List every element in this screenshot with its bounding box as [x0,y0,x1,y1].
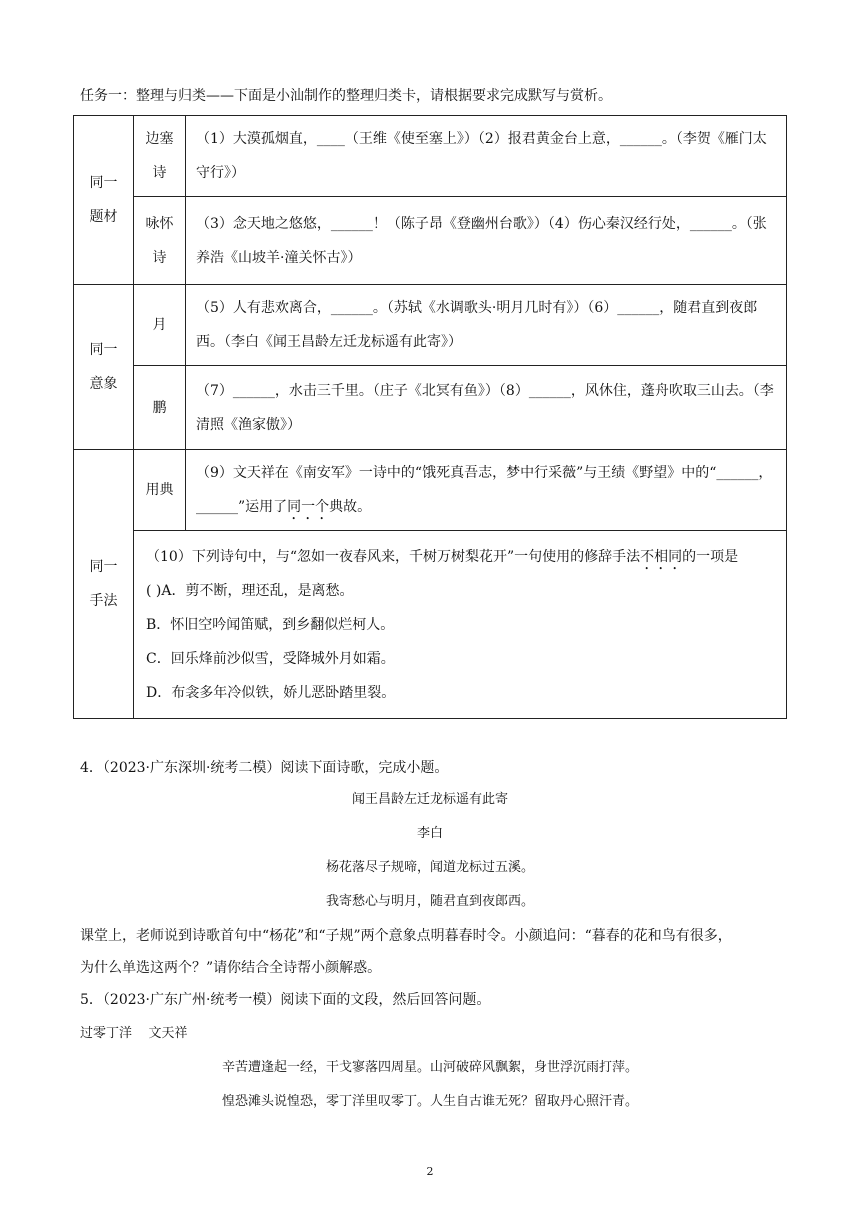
cell-q5-q6: （5）人有悲欢离合，______。（苏轼《水调歌头·明月几时有》）（6）______，随君直到夜郎西。（李白《闻王昌龄左迁龙标遥有此寄》） [186,285,787,366]
task-intro: 任务一：整理与归类——下面是小汕制作的整理归类卡，请根据要求完成默写与赏析。 [80,88,612,104]
q5-heading: 5．（2023·广东广州·统考一模）阅读下面的文段，然后回答问题。 [80,992,491,1008]
card-row-yonghuai [74,197,787,285]
option-b: B．怀旧空吟闻笛赋，到乡翻似烂柯人。 [146,616,395,633]
emphasis-same: 同一个 [287,499,330,515]
q4-poem-title: 闻王昌龄左迁龙标遥有此寄 [351,792,508,807]
q4-poem-line2: 我寄愁心与明月，随君直到夜郎西。 [325,894,534,909]
category-same-theme: 同一题材 [74,116,134,285]
category-same-technique: 同一手法 [74,450,134,719]
subcategory-yonghuai: 咏怀诗 [134,197,186,285]
card-row-moon [74,285,787,366]
card-row-biansai [74,116,787,197]
classification-card-table [73,115,787,719]
q4-poem-author: 李白 [416,826,443,841]
subcategory-peng: 鹏 [134,366,186,450]
option-c: C．回乐烽前沙似雪，受降城外月如霜。 [146,650,395,667]
emphasis-not-same: 不相同 [640,548,683,565]
q5-poem-title-author: 过零丁洋 文天祥 [80,1026,188,1041]
subcategory-moon: 月 [134,285,186,366]
category-same-image: 同一意象 [74,285,134,450]
q4-heading: 4．（2023·广东深圳·统考二模）阅读下面诗歌，完成小题。 [80,760,449,776]
q4-paragraph-line2: 为什么单选这两个？”请你结合全诗帮小颜解惑。 [80,960,382,976]
q4-poem-line1: 杨花落尽子规啼，闻道龙标过五溪。 [325,860,534,875]
cell-q3-q4: （3）念天地之悠悠，______！（陈子昂《登幽州台歌》）（4）伤心秦汉经行处，______。（张养浩《山坡羊·潼关怀古》） [186,197,787,285]
subcategory-allusion: 用典 [134,450,186,531]
option-d: D．布衾多年冷似铁，娇儿恶卧踏里裂。 [146,684,396,701]
q5-poem-line1: 辛苦遭逢起一经，干戈寥落四周星。山河破碎风飘絮，身世浮沉雨打萍。 [221,1060,638,1075]
cell-q10: （10）下列诗句中，与“忽如一夜春风来，千树万树梨花开”一句使用的修辞手法不相同的一项是 ( )A．剪不断，理还乱，是离愁。 B．怀旧空吟闻笛赋，到乡翻似烂柯人。 C．回乐烽前沙似雪，受降城外月如霜。 D．布衾多年冷似铁，娇儿恶卧踏里裂。 [134,531,787,719]
page-number: 2 [426,1165,434,1178]
card-row-q10 [74,531,787,719]
cell-q1-q2: （1）大漠孤烟直，____（王维《使至塞上》）（2）报君黄金台上意，______。（李贺《雁门太守行》） [186,116,787,197]
cell-q9: （9）文天祥在《南安军》一诗中的“饿死真吾志，梦中行采薇”与王绩《野望》中的“______，______”运用了同一个典故。 [186,450,787,531]
cell-q7-q8: （7）______，水击三千里。（庄子《北冥有鱼》）（8）______，风休住，蓬舟吹取三山去。（李清照《渔家傲》） [186,366,787,450]
card-row-peng [74,366,787,450]
subcategory-biansai: 边塞诗 [134,116,186,197]
q5-poem-line2: 惶恐滩头说惶恐，零丁洋里叹零丁。人生自古谁无死？留取丹心照汗青。 [221,1094,638,1109]
card-row-allusion [74,450,787,531]
option-a: ( )A．剪不断，理还乱，是离愁。 [146,582,354,599]
q4-paragraph-line1: 课堂上，老师说到诗歌首句中“杨花”和“子规”两个意象点明暮春时令。小颜追问：“暮春的花和鸟有很多， [80,928,732,944]
